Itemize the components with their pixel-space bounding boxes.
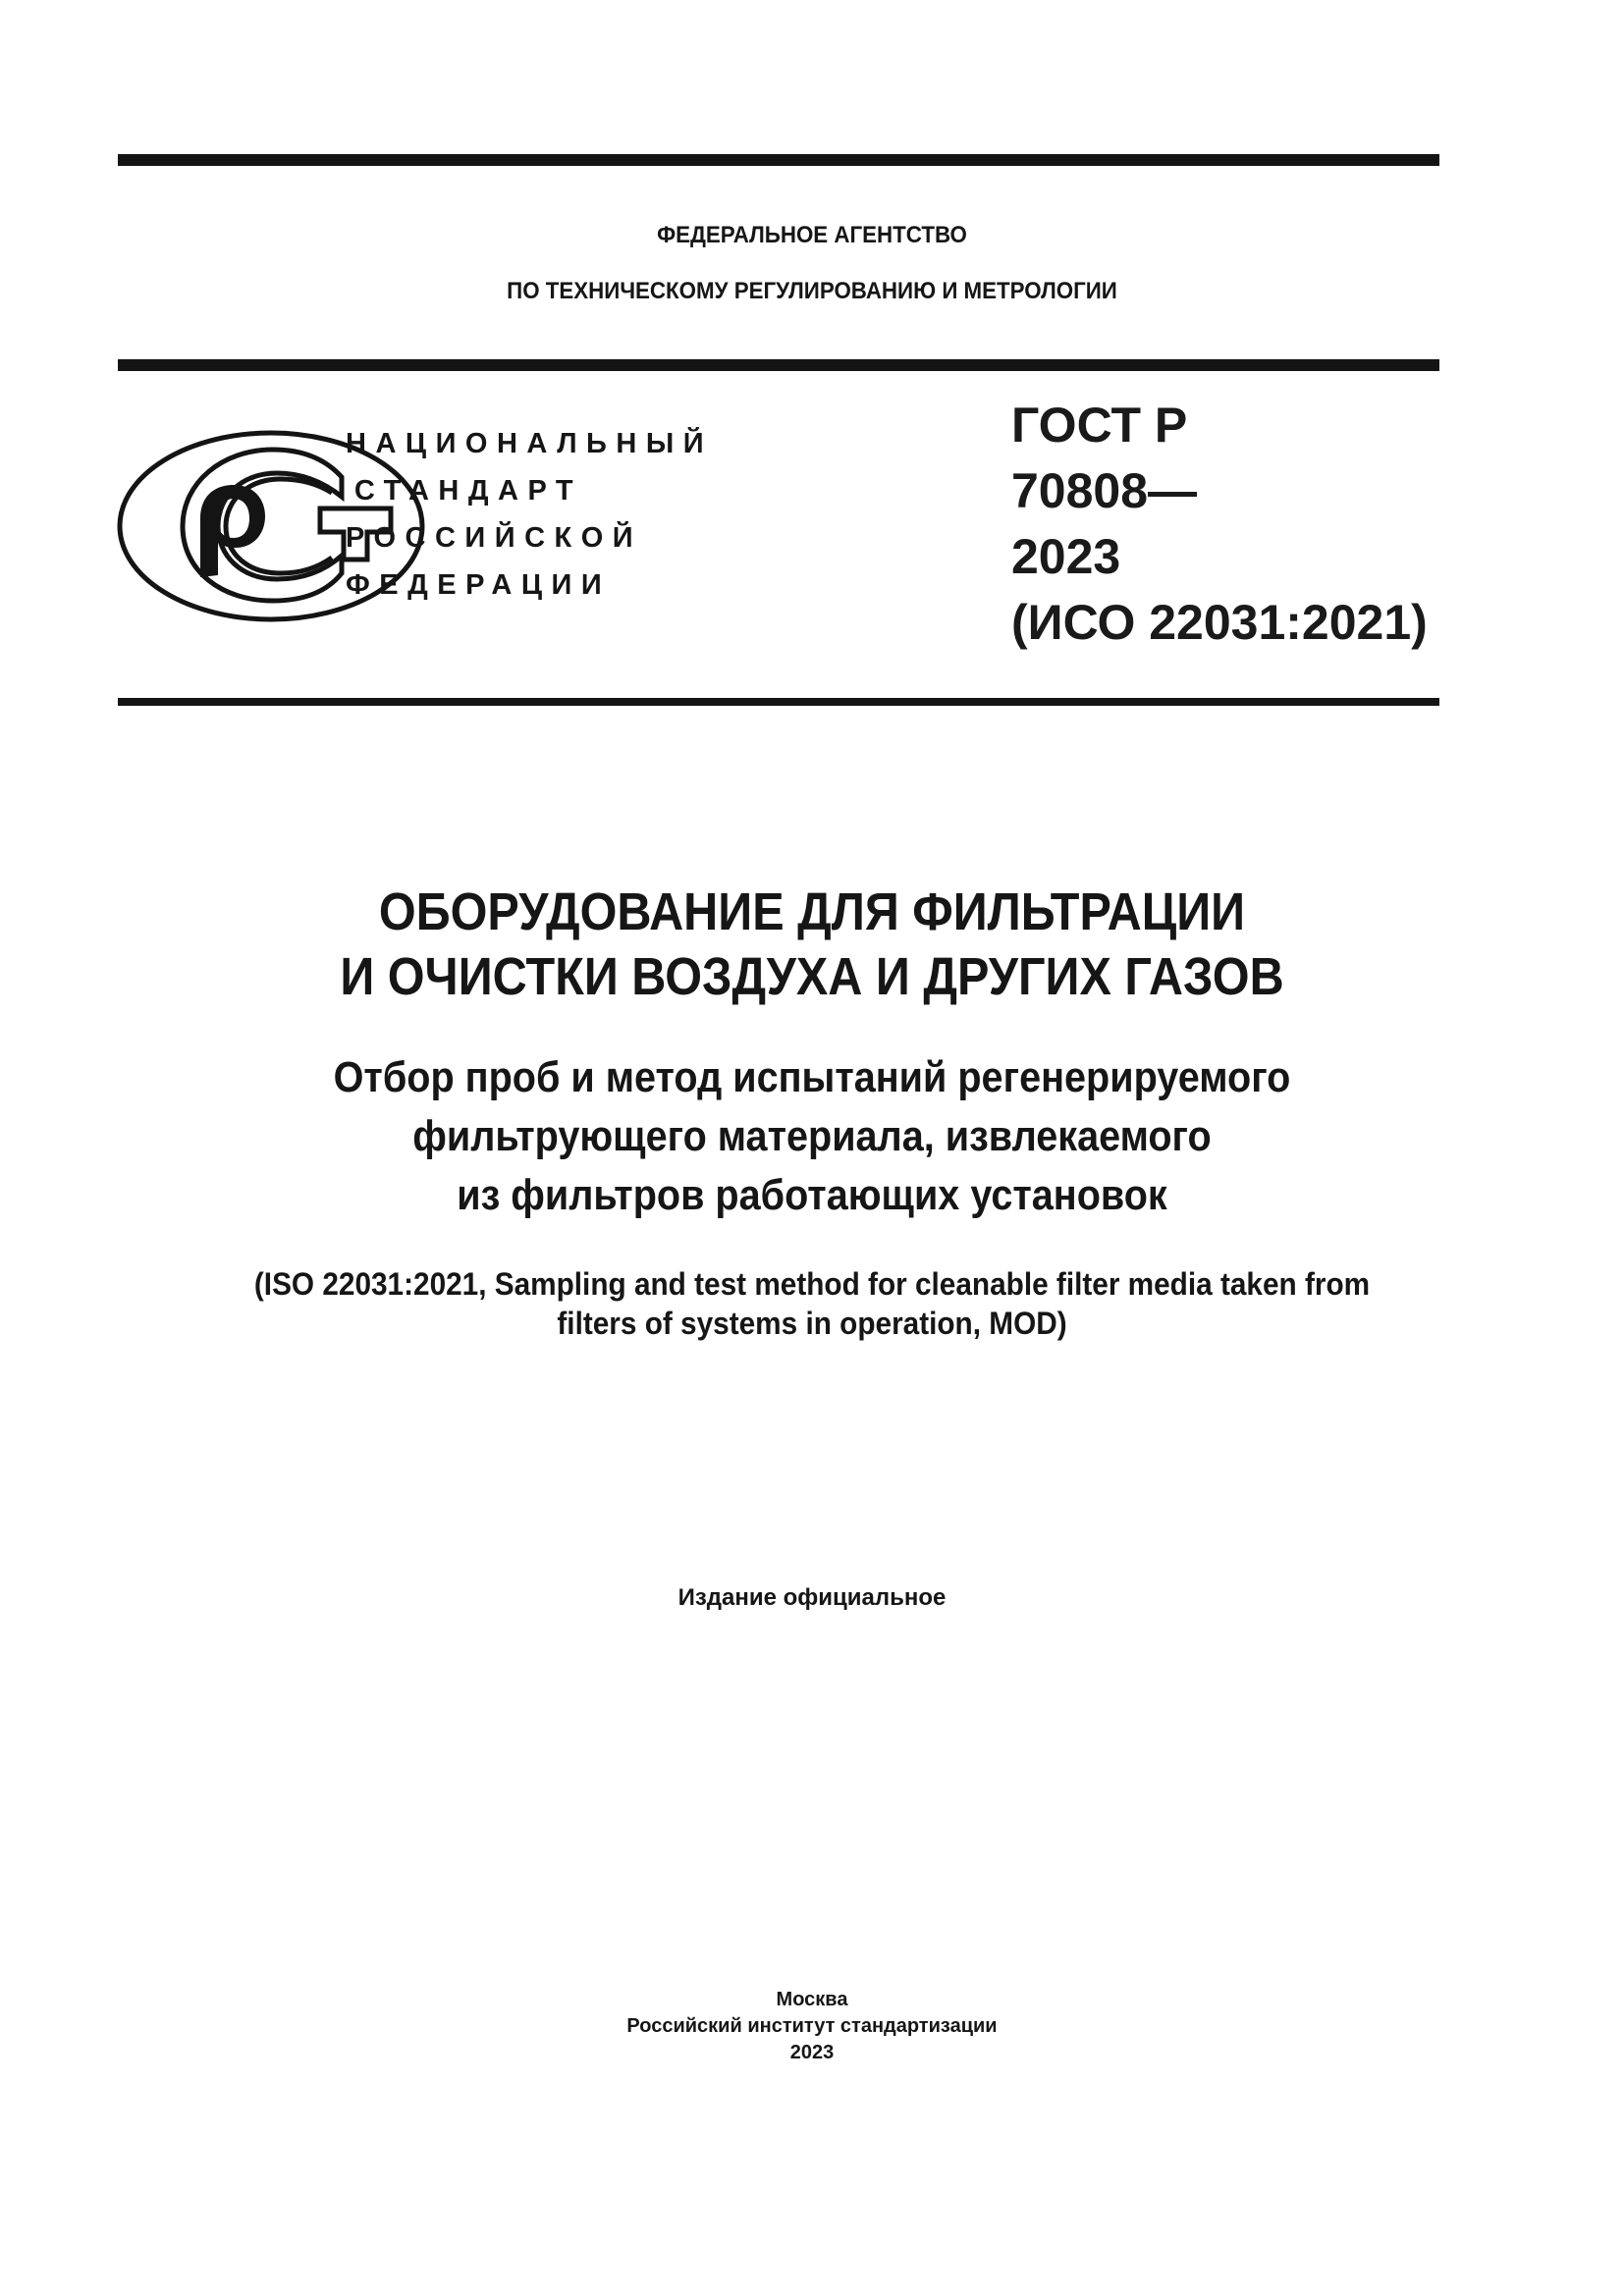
iso-reference [57, 1264, 1567, 1343]
national-standard-line: НАЦИОНАЛЬНЫЙ [346, 428, 714, 459]
document-title [81, 880, 1543, 1009]
national-standard-line: РОССИЙСКОЙ [346, 522, 643, 554]
designation-line: (ИСО 22031:2021) [1011, 595, 1428, 650]
designation-line: 2023 [1011, 529, 1121, 584]
edition-label: Издание официальное [677, 1584, 947, 1611]
designation-line: 70808— [1011, 463, 1198, 518]
agency-line-1: ФЕДЕРАЛЬНОЕ АГЕНТСТВО [657, 222, 967, 248]
subtitle-line: Отбор проб и метод испытаний регенерируемого [333, 1053, 1291, 1101]
footer-publisher: Российский институт стандартизации [626, 2015, 998, 2037]
publication-footer [0, 1987, 1624, 2066]
designation-line: ГОСТ Р [1011, 398, 1188, 453]
agency-line-2: ПО ТЕХНИЧЕСКОМУ РЕГУЛИРОВАНИЮ И МЕТРОЛОГИИ [507, 278, 1117, 304]
footer-city: Москва [776, 1989, 848, 2010]
national-standard-line: СТАНДАРТ [353, 475, 583, 507]
title-line: ОБОРУДОВАНИЕ ДЛЯ ФИЛЬТРАЦИИ [378, 882, 1246, 941]
national-standard-label [346, 420, 714, 609]
top-rule [118, 154, 1439, 166]
iso-reference-line: (ISO 22031:2021, Sampling and test method for cleanable filter media taken from [253, 1266, 1371, 1302]
standard-designation [1011, 393, 1428, 656]
document-subtitle [81, 1048, 1543, 1225]
subtitle-line: из фильтров работающих установок [457, 1171, 1167, 1219]
masthead-bottom-rule [118, 698, 1439, 706]
subtitle-line: фильтрующего материала, извлекаемого [412, 1112, 1212, 1160]
footer-year: 2023 [789, 2042, 835, 2063]
title-line: И ОЧИСТКИ ВОЗДУХА И ДРУГИХ ГАЗОВ [340, 947, 1284, 1006]
header-rule [118, 359, 1439, 371]
national-standard-line: ФЕДЕРАЦИИ [346, 569, 612, 601]
iso-reference-line: filters of systems in operation, MOD) [557, 1306, 1067, 1341]
